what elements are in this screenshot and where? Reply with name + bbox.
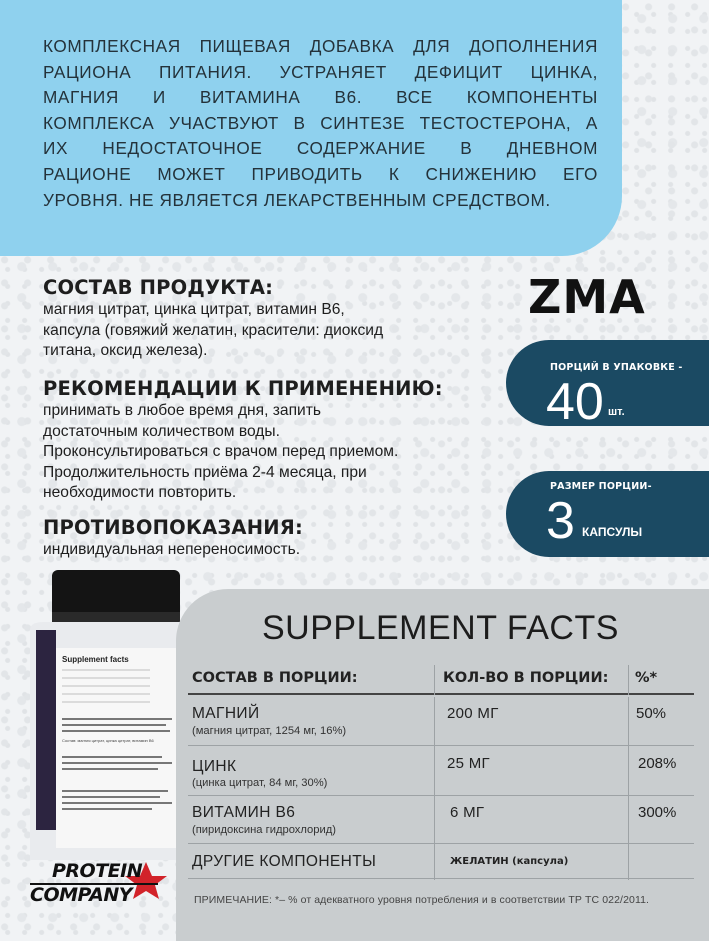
ingredient-amount: 6 МГ xyxy=(450,804,485,821)
intro-line: РАЦИОНЕ МОЖЕТ ПРИВОДИТЬ К СНИЖЕНИЮ ЕГО xyxy=(43,163,598,184)
portion-badge xyxy=(506,471,709,557)
contra-heading: ПРОТИВОПОКАЗАНИЯ: xyxy=(43,516,303,539)
column-divider xyxy=(628,844,629,880)
intro-line: МАГНИЯ И ВИТАМИНА В6. ВСЕ КОМПОНЕНТЫ xyxy=(43,87,598,108)
servings-unit: шт. xyxy=(608,406,625,418)
usage-heading: РЕКОМЕНДАЦИИ К ПРИМЕНЕНИЮ: xyxy=(43,377,443,400)
column-divider xyxy=(434,746,435,796)
usage-line: необходимости повторить. xyxy=(43,484,237,501)
table-header xyxy=(188,665,694,695)
ingredient-percent: 208% xyxy=(638,755,677,772)
ingredient-detail: (магния цитрат, 1254 мг, 16%) xyxy=(192,725,347,737)
usage-line: достаточным количеством воды. xyxy=(43,422,280,440)
composition-heading: СОСТАВ ПРОДУКТА: xyxy=(43,276,274,299)
ingredient-amount: 200 МГ xyxy=(447,705,499,722)
usage-line: Проконсультироваться с врачом перед приемом. xyxy=(43,443,399,460)
header-ingredient: СОСТАВ В ПОРЦИИ: xyxy=(192,670,358,686)
table-row xyxy=(188,697,694,745)
column-divider xyxy=(628,697,629,745)
contra-section xyxy=(43,516,493,561)
ingredient-name: ДРУГИЕ КОМПОНЕНТЫ xyxy=(192,853,377,870)
ingredient-amount: ЖЕЛАТИН (капсула) xyxy=(450,856,569,867)
footnote: ПРИМЕЧАНИЕ: *– % от адекватного уровня потребления и в соответствии ТР ТС 022/2011. xyxy=(194,894,650,906)
ingredient-name: ВИТАМИН В6 xyxy=(192,804,296,821)
facts-title: SUPPLEMENT FACTS xyxy=(262,609,619,647)
intro-line: УРОВНЯ. НЕ ЯВЛЯЕТСЯ ЛЕКАРСТВЕННЫМ СРЕДСТВОМ. xyxy=(43,189,551,210)
column-divider xyxy=(628,665,629,695)
intro-line: КОМПЛЕКСА УЧАСТВУЮТ В СИНТЕЗЕ ТЕСТОСТЕРОНА, А xyxy=(43,112,598,133)
composition-line: титана, оксид железа). xyxy=(43,342,208,359)
usage-line: принимать в любое время дня, запить xyxy=(43,402,322,419)
composition-section xyxy=(43,276,493,362)
intro-line: ИХ НЕДОСТАТОЧНОЕ СОДЕРЖАНИЕ В ДНЕВНОМ xyxy=(43,138,598,159)
column-divider xyxy=(628,746,629,796)
table-row xyxy=(188,745,694,795)
product-name: ZMA xyxy=(528,270,646,324)
column-divider xyxy=(628,796,629,844)
intro-line: КОМПЛЕКСНАЯ ПИЩЕВАЯ ДОБАВКА ДЛЯ ДОПОЛНЕНИЯ xyxy=(43,36,598,56)
supplement-facts-panel xyxy=(176,589,709,941)
intro-line: РАЦИОНА ПИТАНИЯ. УСТРАНЯЕТ ДЕФИЦИТ ЦИНКА, xyxy=(43,61,598,82)
column-divider xyxy=(434,844,435,880)
portion-value: 3 xyxy=(546,492,575,550)
header-percent: %* xyxy=(635,670,658,686)
ingredient-percent: 50% xyxy=(636,705,667,722)
brand-line1: PROTEIN xyxy=(52,860,143,882)
usage-line: Продолжительность приёма 2-4 месяца, при xyxy=(43,463,367,481)
column-divider xyxy=(434,697,435,745)
table-row xyxy=(188,795,694,843)
servings-caption: ПОРЦИЙ В УПАКОВКЕ - xyxy=(550,362,683,373)
servings-badge xyxy=(506,340,709,431)
portion-caption: РАЗМЕР ПОРЦИИ- xyxy=(550,481,652,492)
ingredient-detail: (цинка цитрат, 84 мг, 30%) xyxy=(192,777,328,789)
ingredient-percent: 300% xyxy=(638,804,677,821)
brand-logo xyxy=(28,858,168,910)
usage-section xyxy=(43,377,493,504)
composition-line: капсула (говяжий желатин, красители: диоксид xyxy=(43,321,384,339)
servings-value: 40 xyxy=(546,373,604,431)
ingredient-detail: (пиридоксина гидрохлорид) xyxy=(192,824,336,836)
portion-unit: КАПСУЛЫ xyxy=(582,525,643,539)
contra-line: индивидуальная непереносимость. xyxy=(43,541,301,558)
brand-line2: COMPANY xyxy=(30,884,133,906)
bottle-label-title: Supplement facts xyxy=(62,655,129,664)
ingredient-name: ЦИНК xyxy=(192,758,237,775)
table-row xyxy=(188,843,694,879)
ingredient-name: МАГНИЙ xyxy=(192,705,260,722)
intro-block xyxy=(0,0,622,256)
column-divider xyxy=(434,665,435,695)
bottle-image xyxy=(0,560,180,860)
bottle-label-text: Состав: магния цитрат, цинка цитрат, витамин В6 xyxy=(62,738,154,743)
header-amount: КОЛ-ВО В ПОРЦИИ: xyxy=(443,670,609,686)
column-divider xyxy=(434,796,435,844)
composition-line: магния цитрат, цинка цитрат, витамин В6, xyxy=(43,301,345,318)
ingredient-amount: 25 МГ xyxy=(447,755,490,772)
